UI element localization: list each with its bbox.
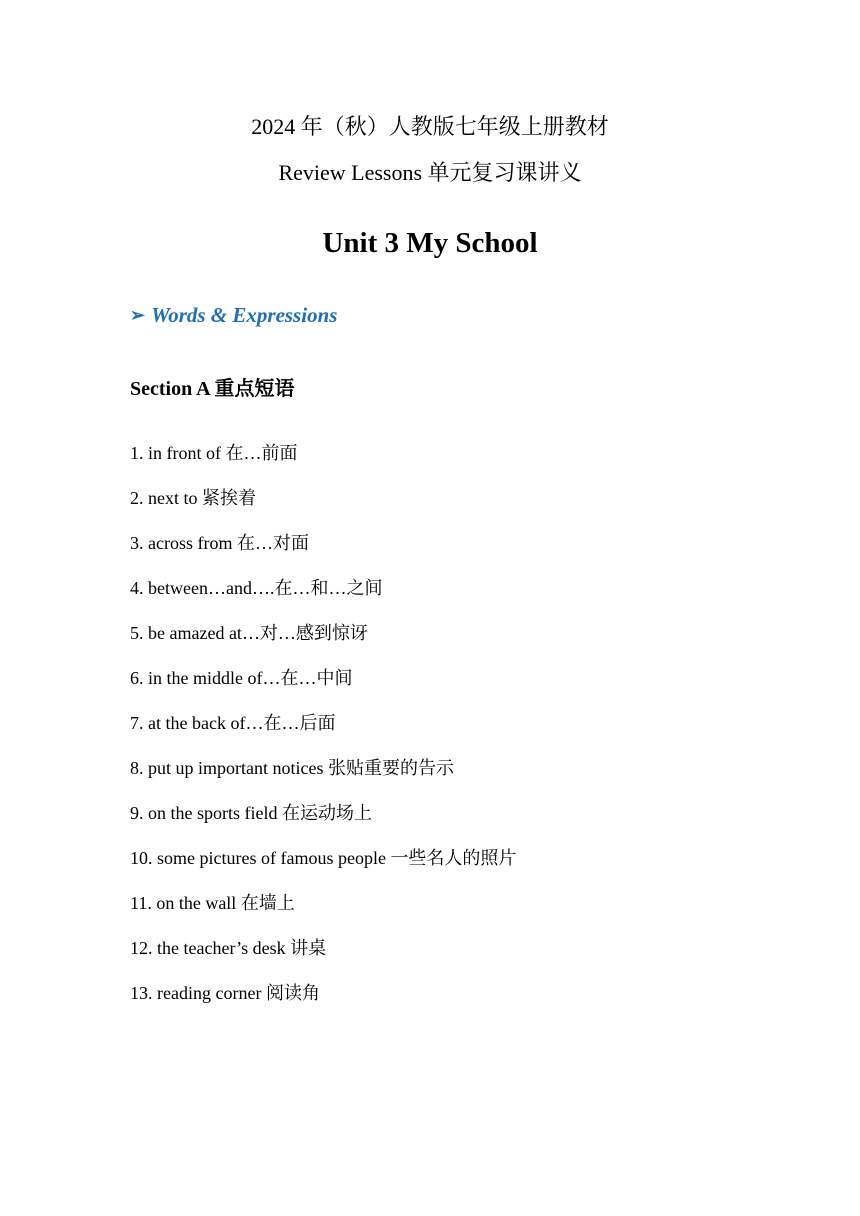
phrase-item: 3. across from 在…对面 (130, 533, 309, 553)
phrase-item: 6. in the middle of…在…中间 (130, 668, 353, 688)
document-header-title: 2024 年（秋）人教版七年级上册教材 (251, 114, 609, 139)
phrase-item: 10. some pictures of famous people 一些名人的照片 (130, 848, 517, 868)
phrase-item: 11. on the wall 在墙上 (130, 893, 295, 913)
document-header-subtitle: Review Lessons 单元复习课讲义 (278, 160, 582, 185)
phrase-item: 13. reading corner 阅读角 (130, 983, 320, 1003)
phrase-item: 5. be amazed at…对…感到惊讶 (130, 623, 368, 643)
phrase-item: 4. between…and….在…和…之间 (130, 578, 383, 598)
words-expressions-label: Words & Expressions (151, 303, 338, 327)
key-phrase-list (130, 440, 830, 1025)
section-a-heading: Section A 重点短语 (130, 378, 295, 400)
phrase-item: 7. at the back of…在…后面 (130, 713, 336, 733)
words-expressions-heading (130, 300, 337, 330)
phrase-item: 9. on the sports field 在运动场上 (130, 803, 372, 823)
phrase-item: 1. in front of 在…前面 (130, 443, 298, 463)
unit-title: Unit 3 My School (322, 227, 538, 259)
phrase-item: 12. the teacher’s desk 讲桌 (130, 938, 327, 958)
phrase-item: 2. next to 紧挨着 (130, 488, 256, 508)
arrow-bullet-icon: ➢ (130, 305, 146, 325)
phrase-item: 8. put up important notices 张贴重要的告示 (130, 758, 454, 778)
